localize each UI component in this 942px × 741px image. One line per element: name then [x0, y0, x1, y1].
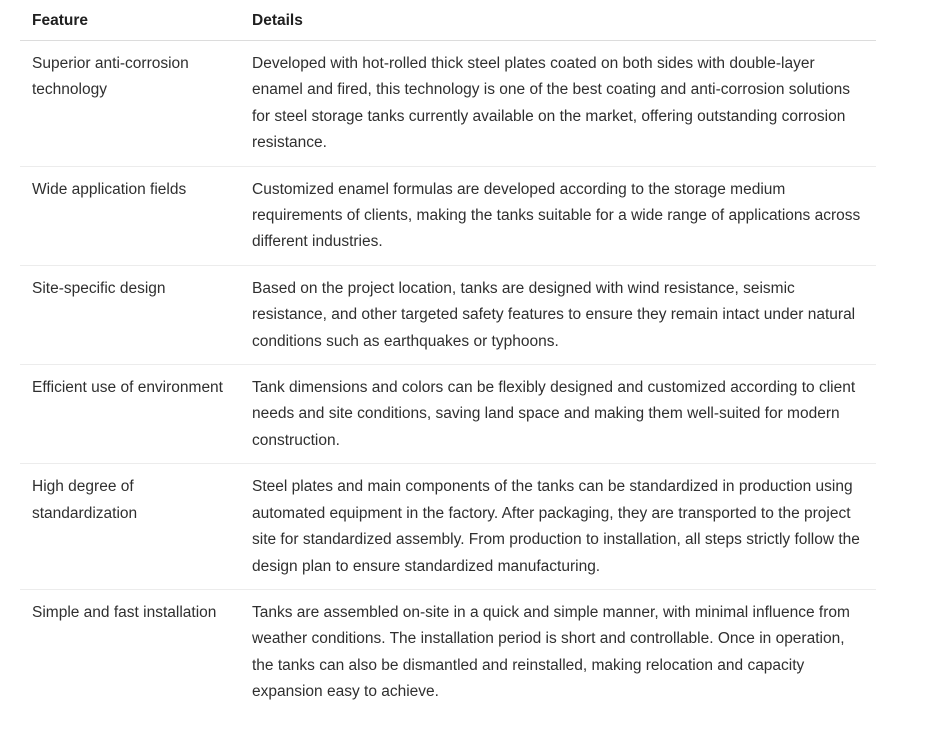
table-row [20, 41, 876, 167]
details-cell: Developed with hot-rolled thick steel plates coated on both sides with double-layer enamel and fired, this technology is one of the best coating and anti-corrosion solutions for steel storage tanks currently available on the market, offering outstanding corrosion resistance. [240, 41, 876, 167]
feature-cell: Site-specific design [20, 265, 240, 364]
details-cell: Steel plates and main components of the tanks can be standardized in production using automated equipment in the factory. After packaging, they are transported to the project site for standardized assembly. From production to installation, all steps strictly follow the design plan to ensure standardized manufacturing. [240, 464, 876, 590]
table-row [20, 589, 876, 714]
feature-cell: Wide application fields [20, 166, 240, 265]
details-cell: Customized enamel formulas are developed according to the storage medium requirements of clients, making the tanks suitable for a wide range of applications across different industries. [240, 166, 876, 265]
details-cell: Tanks are assembled on-site in a quick and simple manner, with minimal influence from weather conditions. The installation period is short and controllable. Once in operation, the tanks can also be dismantled and reinstalled, making relocation and capacity expansion easy to achieve. [252, 603, 850, 701]
header-details: Details [240, 4, 876, 41]
feature-cell: High degree of standardization [20, 464, 240, 590]
table-row [20, 365, 876, 464]
details-cell: Tank dimensions and colors can be flexibly designed and customized according to client needs and site conditions, saving land space and making them well-suited for modern construction. [240, 365, 876, 464]
feature-cell: Efficient use of environment [20, 365, 240, 464]
table-header-row [20, 4, 876, 41]
feature-table-container [20, 4, 876, 715]
table-row [20, 265, 876, 364]
feature-cell: Simple and fast installation [32, 603, 217, 621]
table-row [20, 166, 876, 265]
details-cell: Based on the project location, tanks are designed with wind resistance, seismic resistance, and other targeted safety features to ensure they remain intact under natural conditions such as earthquakes or typhoons. [240, 265, 876, 364]
header-feature: Feature [20, 4, 240, 41]
feature-table [20, 4, 876, 715]
feature-cell: Superior anti-corrosion technology [20, 41, 240, 167]
table-row [20, 464, 876, 590]
